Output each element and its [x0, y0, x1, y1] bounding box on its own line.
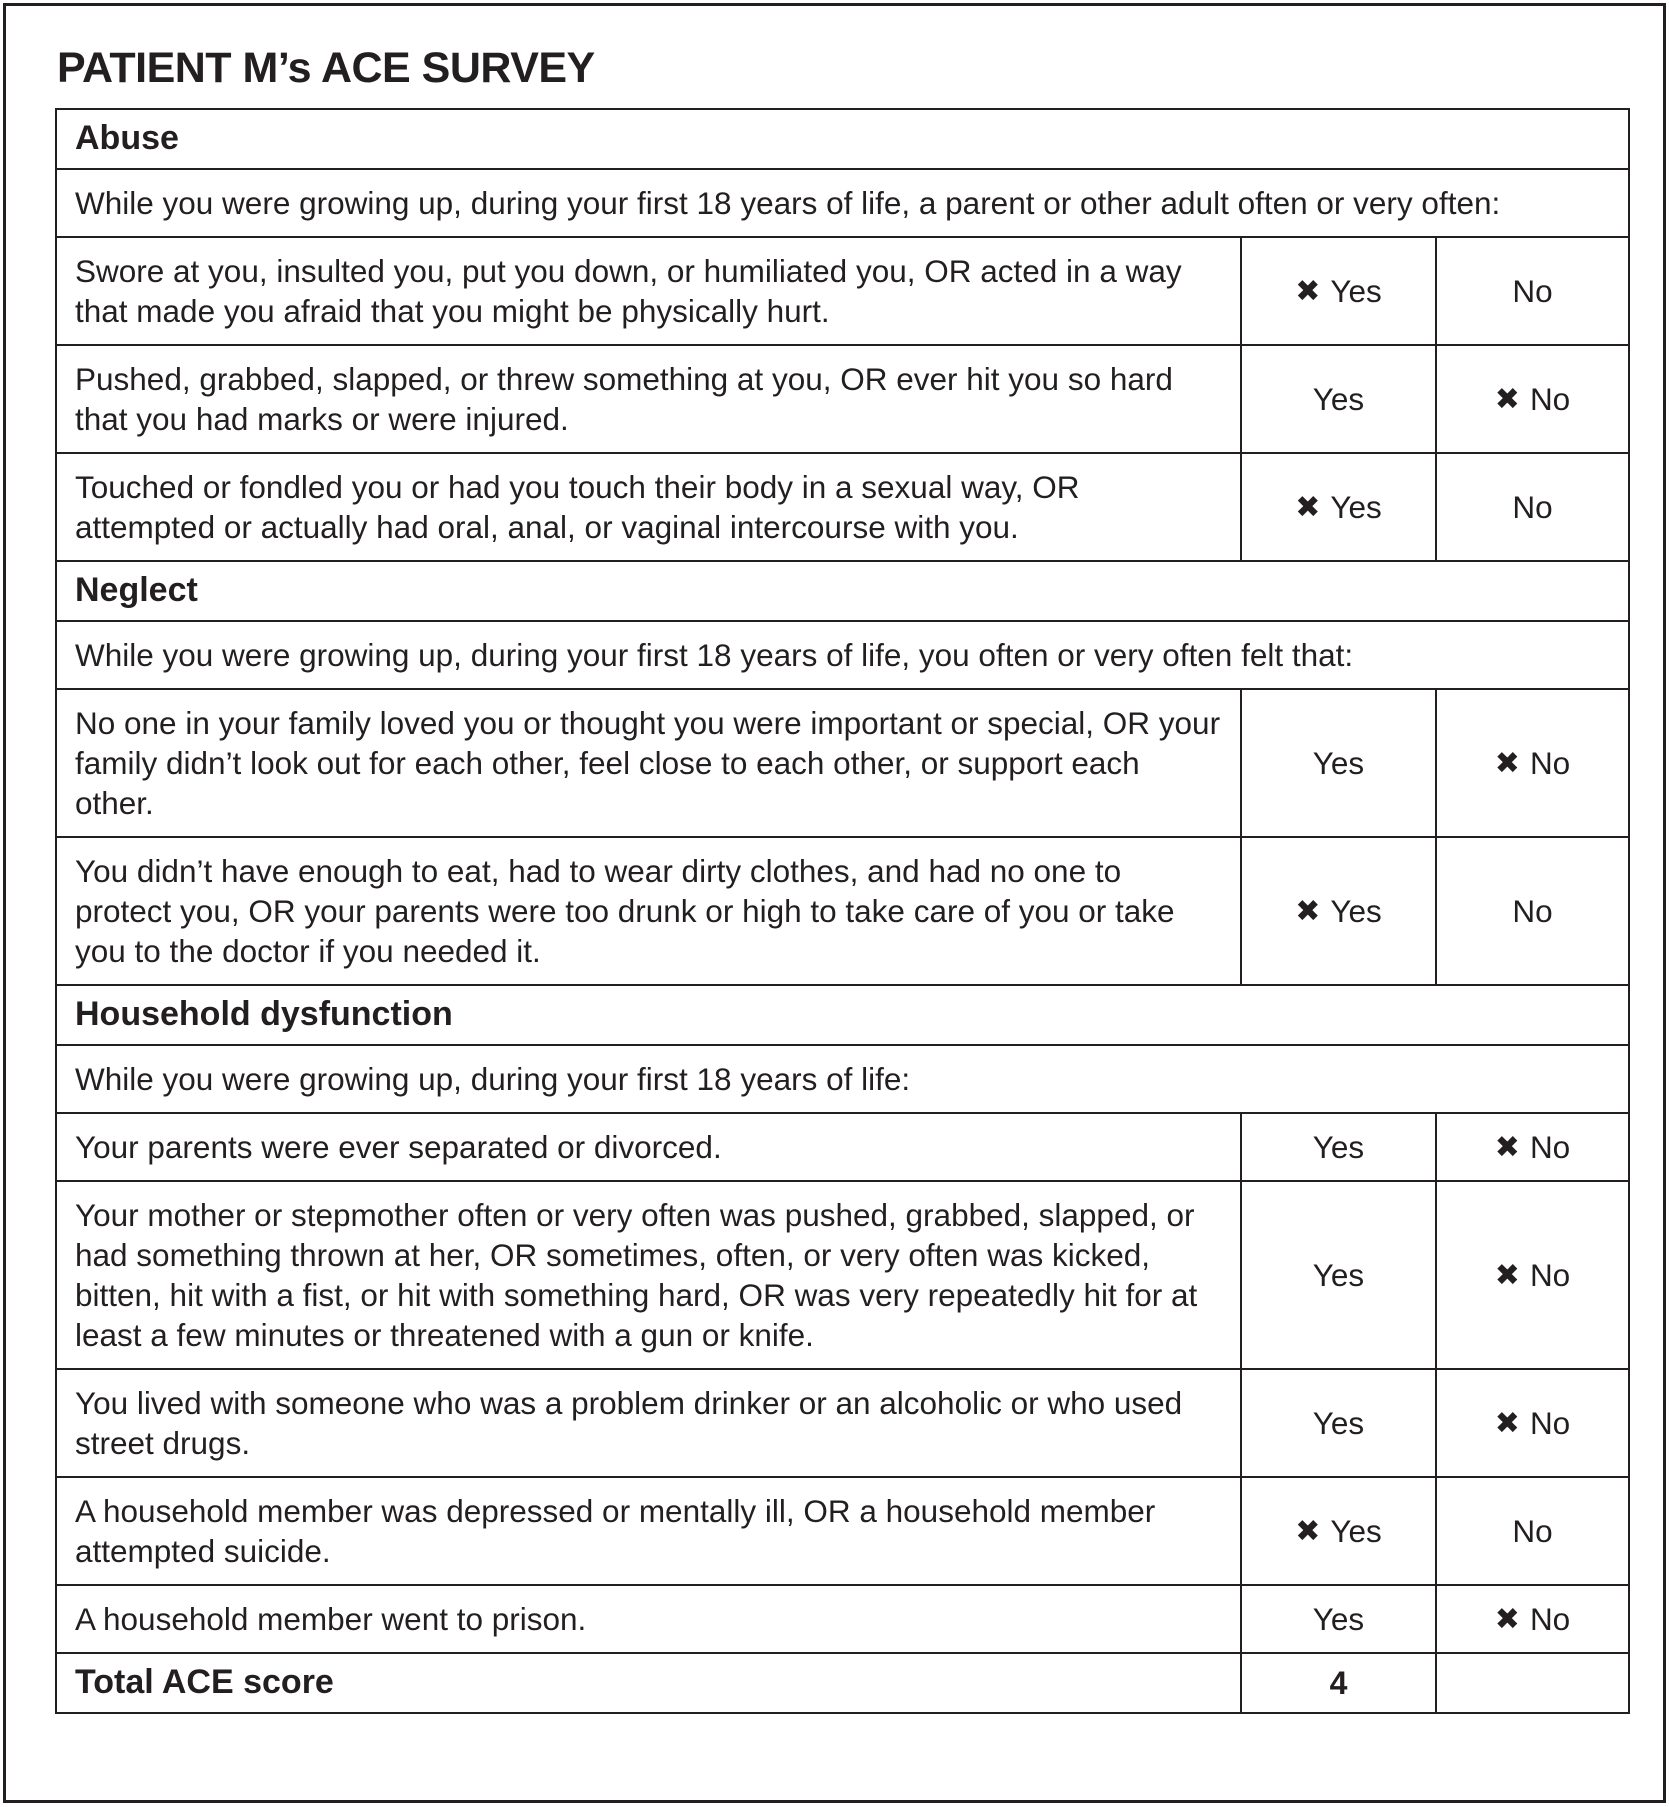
yes-label: Yes: [1312, 744, 1365, 781]
total-score-row: [56, 1653, 1629, 1713]
no-label: No: [1529, 1128, 1571, 1165]
no-option[interactable]: [1436, 837, 1629, 985]
section-intro-abuse: While you were growing up, during your first 18 years of life, a parent or other adult often or very often:: [56, 169, 1629, 237]
yes-label: Yes: [1330, 1512, 1382, 1549]
x-mark-icon: ✖: [1295, 1513, 1321, 1549]
yes-option[interactable]: [1241, 1369, 1436, 1477]
no-label: No: [1512, 488, 1553, 525]
yes-label: Yes: [1312, 1128, 1365, 1165]
no-label: No: [1529, 744, 1571, 781]
no-option[interactable]: [1436, 1113, 1629, 1181]
no-label: No: [1529, 1256, 1571, 1293]
yes-option[interactable]: [1241, 689, 1436, 837]
x-mark-icon: ✖: [1494, 1405, 1520, 1441]
no-label: No: [1512, 1512, 1553, 1549]
yes-option[interactable]: [1241, 1181, 1436, 1369]
question-text: A household member was depressed or mentally ill, OR a household member attempted suicide.: [56, 1477, 1241, 1585]
yes-option[interactable]: [1241, 345, 1436, 453]
yes-option[interactable]: [1241, 837, 1436, 985]
yes-label: Yes: [1312, 1256, 1365, 1293]
question-text: No one in your family loved you or thought you were important or special, OR your family didn’t look out for each other, feel close to each other, or support each other.: [56, 689, 1241, 837]
question-row: [56, 453, 1629, 561]
question-row: [56, 345, 1629, 453]
question-row: [56, 1369, 1629, 1477]
question-text: Swore at you, insulted you, put you down, or humiliated you, OR acted in a way that made you afraid that you might be physically hurt.: [56, 237, 1241, 345]
question-row: [56, 1113, 1629, 1181]
question-text: Touched or fondled you or had you touch their body in a sexual way, OR attempted or actually had oral, anal, or vaginal intercourse with you.: [56, 453, 1241, 561]
yes-option[interactable]: [1241, 1113, 1436, 1181]
total-score-value: 4: [1241, 1653, 1436, 1713]
no-option[interactable]: [1436, 689, 1629, 837]
yes-option[interactable]: [1241, 453, 1436, 561]
section-header-abuse: Abuse: [56, 109, 1629, 169]
x-mark-icon: ✖: [1494, 1129, 1520, 1165]
yes-label: Yes: [1312, 380, 1365, 417]
page-title: PATIENT M’s ACE SURVEY: [57, 44, 595, 92]
section-intro-neglect: While you were growing up, during your first 18 years of life, you often or very often felt that:: [56, 621, 1629, 689]
section-intro-row: [56, 621, 1629, 689]
survey-document: [6, 6, 1663, 1714]
yes-option[interactable]: [1241, 1585, 1436, 1653]
ace-survey-table: [55, 108, 1630, 1714]
no-label: No: [1529, 380, 1571, 417]
question-text: You lived with someone who was a problem drinker or an alcoholic or who used street drugs.: [56, 1369, 1241, 1477]
question-row: [56, 689, 1629, 837]
no-label: No: [1512, 892, 1553, 929]
question-row: [56, 1585, 1629, 1653]
no-option[interactable]: [1436, 1181, 1629, 1369]
x-mark-icon: ✖: [1295, 489, 1321, 525]
section-header-neglect: Neglect: [56, 561, 1629, 621]
page-border-frame: [3, 3, 1666, 1803]
question-text: Pushed, grabbed, slapped, or threw something at you, OR ever hit you so hard that you had marks or were injured.: [56, 345, 1241, 453]
section-header-household-dysfunction: Household dysfunction: [56, 985, 1629, 1045]
question-text: A household member went to prison.: [56, 1585, 1241, 1653]
no-option[interactable]: [1436, 1477, 1629, 1585]
x-mark-icon: ✖: [1295, 273, 1321, 309]
section-intro-row: [56, 1045, 1629, 1113]
yes-label: Yes: [1312, 1404, 1365, 1441]
total-score-empty-cell: [1436, 1653, 1629, 1713]
yes-label: Yes: [1330, 892, 1382, 929]
section-intro-household-dysfunction: While you were growing up, during your first 18 years of life:: [56, 1045, 1629, 1113]
no-option[interactable]: [1436, 453, 1629, 561]
x-mark-icon: ✖: [1295, 893, 1321, 929]
question-text: Your mother or stepmother often or very often was pushed, grabbed, slapped, or had something thrown at her, OR sometimes, often, or very often was kicked, bitten, hit with a fist, or hit with something hard, OR was very repeatedly hit for at least a few minutes or threatened with a gun or knife.: [56, 1181, 1241, 1369]
x-mark-icon: ✖: [1494, 1601, 1520, 1637]
no-label: No: [1529, 1600, 1571, 1637]
no-option[interactable]: [1436, 1585, 1629, 1653]
no-label: No: [1512, 272, 1553, 309]
section-header-row: [56, 985, 1629, 1045]
no-label: No: [1529, 1404, 1571, 1441]
total-score-label: Total ACE score: [56, 1653, 1241, 1713]
question-row: [56, 1181, 1629, 1369]
yes-label: Yes: [1312, 1600, 1365, 1637]
yes-label: Yes: [1330, 272, 1382, 309]
yes-label: Yes: [1330, 488, 1382, 525]
section-header-row: [56, 561, 1629, 621]
question-row: [56, 1477, 1629, 1585]
question-text: You didn’t have enough to eat, had to wear dirty clothes, and had no one to protect you, OR your parents were too drunk or high to take care of you or take you to the doctor if you needed it.: [56, 837, 1241, 985]
x-mark-icon: ✖: [1494, 1257, 1520, 1293]
no-option[interactable]: [1436, 345, 1629, 453]
section-header-row: [56, 109, 1629, 169]
section-intro-row: [56, 169, 1629, 237]
no-option[interactable]: [1436, 237, 1629, 345]
yes-option[interactable]: [1241, 237, 1436, 345]
question-text: Your parents were ever separated or divorced.: [56, 1113, 1241, 1181]
yes-option[interactable]: [1241, 1477, 1436, 1585]
no-option[interactable]: [1436, 1369, 1629, 1477]
x-mark-icon: ✖: [1494, 745, 1520, 781]
question-row: [56, 237, 1629, 345]
question-row: [56, 837, 1629, 985]
x-mark-icon: ✖: [1494, 381, 1520, 417]
